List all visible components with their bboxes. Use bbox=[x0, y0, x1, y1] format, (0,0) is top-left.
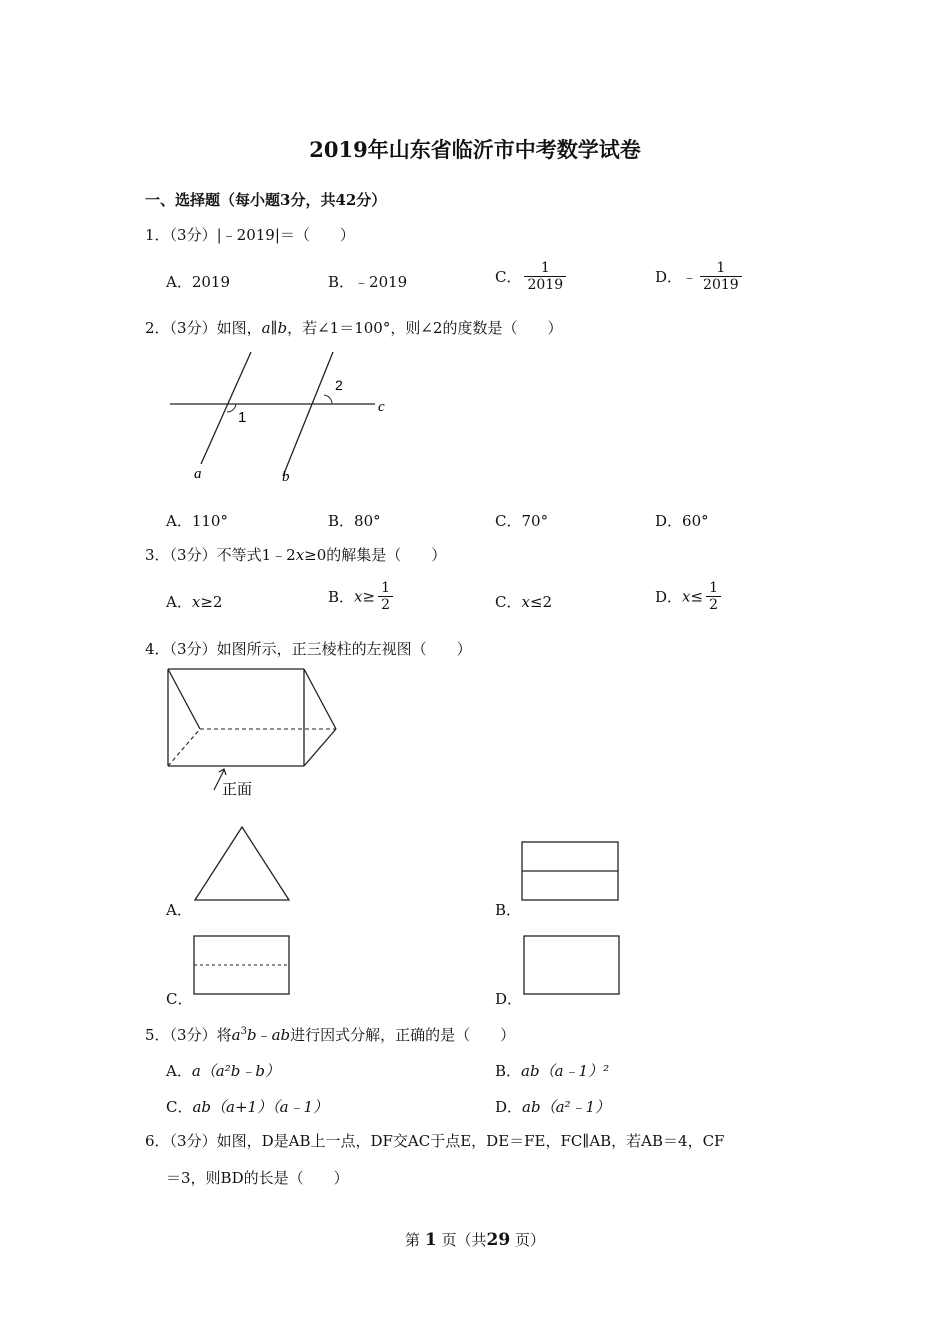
option-c[interactable]: C．x≤2 bbox=[495, 593, 553, 611]
option-d[interactable]: D．﹣ $\frac{1}{2019}$ bbox=[655, 260, 742, 293]
option-b[interactable]: B．80° bbox=[328, 512, 381, 530]
option-d[interactable]: D． bbox=[495, 990, 523, 1008]
page-footer: 第 1 页（共29 页） bbox=[405, 1230, 545, 1250]
rect-dashed-view-icon[interactable] bbox=[192, 933, 292, 997]
option-b[interactable]: B．ab（a﹣1）² bbox=[495, 1062, 610, 1080]
line-a-label: a bbox=[194, 466, 202, 482]
fraction: $\frac{1}{2019}$ bbox=[524, 260, 566, 293]
question-2: 2．（3分）如图，a∥b，若∠1＝100°，则∠2的度数是（ ） bbox=[145, 319, 563, 337]
question-number: 1． bbox=[145, 226, 170, 244]
option-a[interactable]: A．110° bbox=[166, 512, 228, 530]
option-c[interactable]: C． $\frac{1}{2019}$ bbox=[495, 260, 566, 293]
rect-view-icon[interactable] bbox=[522, 933, 622, 997]
question-6: 6．（3分）如图，D是AB上一点，DF交AC于点E，DE＝FE，FC∥AB，若AB＝4，CF bbox=[145, 1132, 725, 1150]
option-a[interactable]: A．x≥2 bbox=[166, 593, 223, 611]
page-title: 2019年山东省临沂市中考数学试卷 bbox=[309, 137, 641, 162]
question-points: （3分） bbox=[169, 226, 217, 244]
question-5: 5．（3分）将$a^3b﹣ab$进行因式分解，正确的是（ ） bbox=[145, 1026, 516, 1044]
angle-2-label: 2 bbox=[335, 377, 343, 393]
option-c[interactable]: C． bbox=[166, 990, 193, 1008]
option-d[interactable]: D．ab（a²﹣1） bbox=[495, 1098, 611, 1116]
question-6-cont: ＝3，则BD的长是（ ） bbox=[166, 1169, 349, 1187]
option-d[interactable]: D．60° bbox=[655, 512, 709, 530]
line-b-label: b bbox=[282, 469, 290, 485]
rect-split-view-icon[interactable] bbox=[521, 839, 621, 903]
front-label: 正面 bbox=[222, 780, 253, 798]
parallel-lines-figure bbox=[165, 348, 405, 488]
question-1 bbox=[145, 224, 355, 245]
option-a[interactable]: A． bbox=[166, 901, 192, 919]
prism-figure bbox=[164, 666, 344, 801]
fraction: $\frac{1}{2019}$ bbox=[700, 260, 742, 293]
option-c[interactable]: C．ab（a+1）（a﹣1） bbox=[166, 1098, 329, 1116]
question-4: 4．（3分）如图所示，正三棱柱的左视图（ ） bbox=[145, 640, 472, 658]
option-b[interactable]: B．﹣2019 bbox=[328, 273, 408, 291]
section-heading: 一、选择题（每小题3分，共42分） bbox=[145, 191, 387, 209]
line-c-label: c bbox=[378, 399, 385, 415]
question-stem: |﹣2019|＝（ ） bbox=[216, 226, 355, 244]
option-d[interactable]: D．x≤ $\frac{1}{2}$ bbox=[655, 580, 721, 613]
question-3: 3．（3分）不等式1﹣2x≥0的解集是（ ） bbox=[145, 546, 447, 564]
option-b[interactable]: B．x≥ $\frac{1}{2}$ bbox=[328, 580, 393, 613]
angle-1-label: 1 bbox=[238, 409, 247, 426]
option-b[interactable]: B． bbox=[495, 901, 522, 919]
triangle-view-icon[interactable] bbox=[192, 824, 292, 904]
option-a[interactable]: A．2019 bbox=[166, 273, 231, 291]
option-c[interactable]: C．70° bbox=[495, 512, 549, 530]
option-a[interactable]: A．a（a²b﹣b） bbox=[166, 1062, 280, 1080]
